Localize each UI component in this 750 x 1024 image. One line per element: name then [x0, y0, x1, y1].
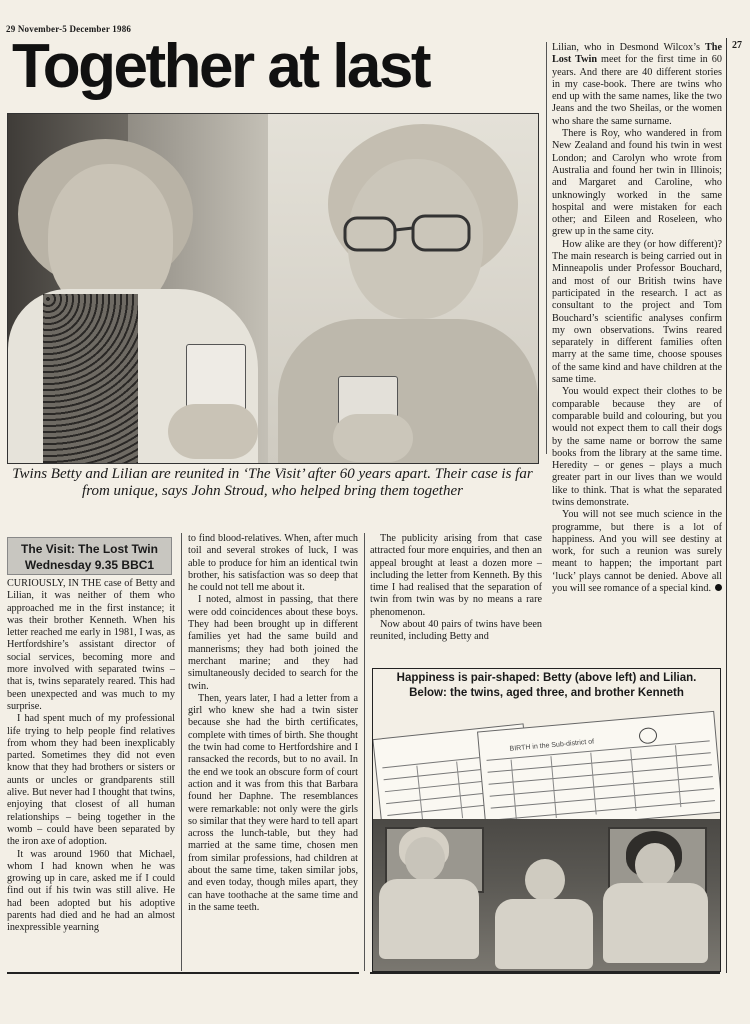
photo-box-caption-line1: Happiness is pair-shaped: Betty (above left) and Lilian. [396, 672, 697, 684]
main-photo [7, 113, 539, 464]
twin-dress [603, 883, 708, 963]
paragraph: Now about 40 pairs of twins have been reunited, including Betty and [370, 619, 542, 643]
dateline: 29 November-5 December 1986 [6, 24, 132, 34]
lead-text: Lilian, who in Desmond Wilcox’s [552, 42, 706, 53]
bottom-rule [370, 972, 720, 974]
article-column-2 [188, 533, 358, 973]
paragraph: You would expect their clothes to be comparable because they are of comparable build and colouring, but you would not expect them to call their dogs by the same name or borrow the same books from the library at the same time. Heredity – or genes – plays a much greater part in our lives than we would like to think. That is what the separated twins demonstrate. [552, 386, 722, 508]
betty-blouse [43, 294, 138, 463]
birth-certificate-right [477, 711, 721, 833]
column-rule [546, 42, 547, 454]
article-column-1 [7, 578, 175, 968]
photo-box [372, 668, 721, 972]
programme-title: The Visit: The Lost Twin [21, 542, 158, 556]
paragraph: I noted, almost in passing, that there were odd coincidences about these boys. They had been brought up in different families yet had the same build and mannerisms; they had both joined the merchant marine; and they had simultaneously decided to search for the twin. [188, 594, 358, 692]
betty-hand [168, 404, 258, 459]
glasses-icon [343, 214, 483, 254]
paragraph: There is Roy, who wandered in from New Zealand and found his twin in west London; and Carolyn who wrote from Australia and found her twin in Illinois; and Margaret and Caroline, who unknowingly worked in the same hospital and were mistaken for each other; and Eileen and Roseleen, who grew up in the same city. [552, 128, 722, 238]
article-column-4 [552, 42, 722, 657]
twin-face [405, 837, 445, 881]
paragraph: I had spent much of my professional life trying to help people find relatives from whom they had been inexplicably parted. Sometimes they did not even know that they had brothers or sisters or aunts or uncles or grandparents still alive. But never had I thought that twins, enjoying that closest of all human relationships – being together in the womb – could have been separated by the iron axe of adoption. [7, 713, 175, 848]
kenneth-face [525, 859, 565, 901]
paragraph: Then, years later, I had a letter from a girl who knew she had a twin sister because she had the birth certificates, complete with times of birth. She thought the twin had come to Hertfordshire and I ransacked the records, but to no avail. In the end we took an obscure form of court action and it was from this that Barbara found her Daphne. The resemblances were remarkable: not only were the girls so similar that they were hard to tell apart across the lunch-table, but they had married at the same time, chosen men from similar professions, had children at about the same time, taken similar jobs, and even today, though miles apart, they can have toothache at the same time and in the same teeth. [188, 692, 358, 913]
column-rule [364, 533, 365, 971]
programme-name: The Lost Twin [552, 42, 722, 66]
twin-dress [379, 879, 479, 959]
programme-time: Wednesday 9.35 BBC1 [24, 558, 155, 572]
paragraph: It was around 1960 that Michael, whom I had known when he was growing up in care, asked me if I could find out if his twin was still alive. He had been adopted but his adoptive parents had died and he had an almost inexpressible yearning [7, 848, 175, 934]
paragraph: CURIOUSLY, IN THE case of Betty and Lilian, it was neither of them who approached me in the first instance; it was their brother Kenneth. When his letter reached me early in 1981, I was, as Hertfordshire’s assistant director of social services, becoming more and more involved with separated twins – that is, twins separately reared. This had been unexpected and was much to my surprise. [7, 578, 175, 712]
paragraph: The publicity arising from that case attracted four more enquiries, and then an appeal brought at least a dozen more – including the letter from Kenneth. By this time I had realised that the separation of twin from twin was by no means a rare phenomenon. [370, 533, 542, 618]
certificate-heading: BIRTH in the Sub-district of [509, 738, 595, 753]
twin-face [635, 843, 675, 887]
paragraph: to find blood-relatives. When, after much toil and several strokes of luck, I was able to produce for him an identical twin brother, his satisfaction was so deep that he could not tell me about it. [188, 533, 358, 594]
crest-icon [638, 727, 657, 745]
paragraph [552, 42, 722, 128]
page-number: 27 [732, 40, 742, 51]
end-bullet-icon [715, 584, 722, 591]
kenneth-clothes [495, 899, 593, 969]
headline: Together at last [12, 32, 430, 101]
column-divider [726, 38, 727, 973]
closing-text: You will not see much science in the programme, but there is a lot of happiness. And you will see destiny at work, for such a reunion was surely meant to happen; the important part ‘luck’ plays cannot be denied. Above all you will see romance of a special kind. [552, 509, 722, 595]
lilian-hand [333, 414, 413, 462]
photo-caption: Twins Betty and Lilian are reunited in ‘The Visit’ after 60 years apart. Their case is far from unique, says John Stroud, who helped bring them together [12, 466, 533, 499]
article-column-3 [370, 533, 542, 663]
children-photo [373, 819, 720, 971]
lead-text-cont: meet for the first time in 60 years. And there are 40 different stories in my case-book. There are twins who end up with the same names, like the two Jeans and the two Sheilas, or the women who share the same surname. [552, 54, 722, 127]
paragraph [552, 509, 722, 595]
photo-box-caption [373, 671, 720, 701]
column-rule [181, 533, 182, 971]
bottom-rule [7, 972, 359, 974]
photo-box-caption-line2: Below: the twins, aged three, and brother Kenneth [409, 687, 684, 699]
programme-box [7, 537, 172, 575]
paragraph: How alike are they (or how different)? The main research is being carried out in Minneapolis under Professor Bouchard, and most of our British twins have participated in the research. I act as consultant to the project and Tom Bouchard’s scientific analyses confirm my own observations. Twins reared separately in different families often marry at the same time, choose spouses of the same kind and have children at the same time. [552, 238, 722, 386]
